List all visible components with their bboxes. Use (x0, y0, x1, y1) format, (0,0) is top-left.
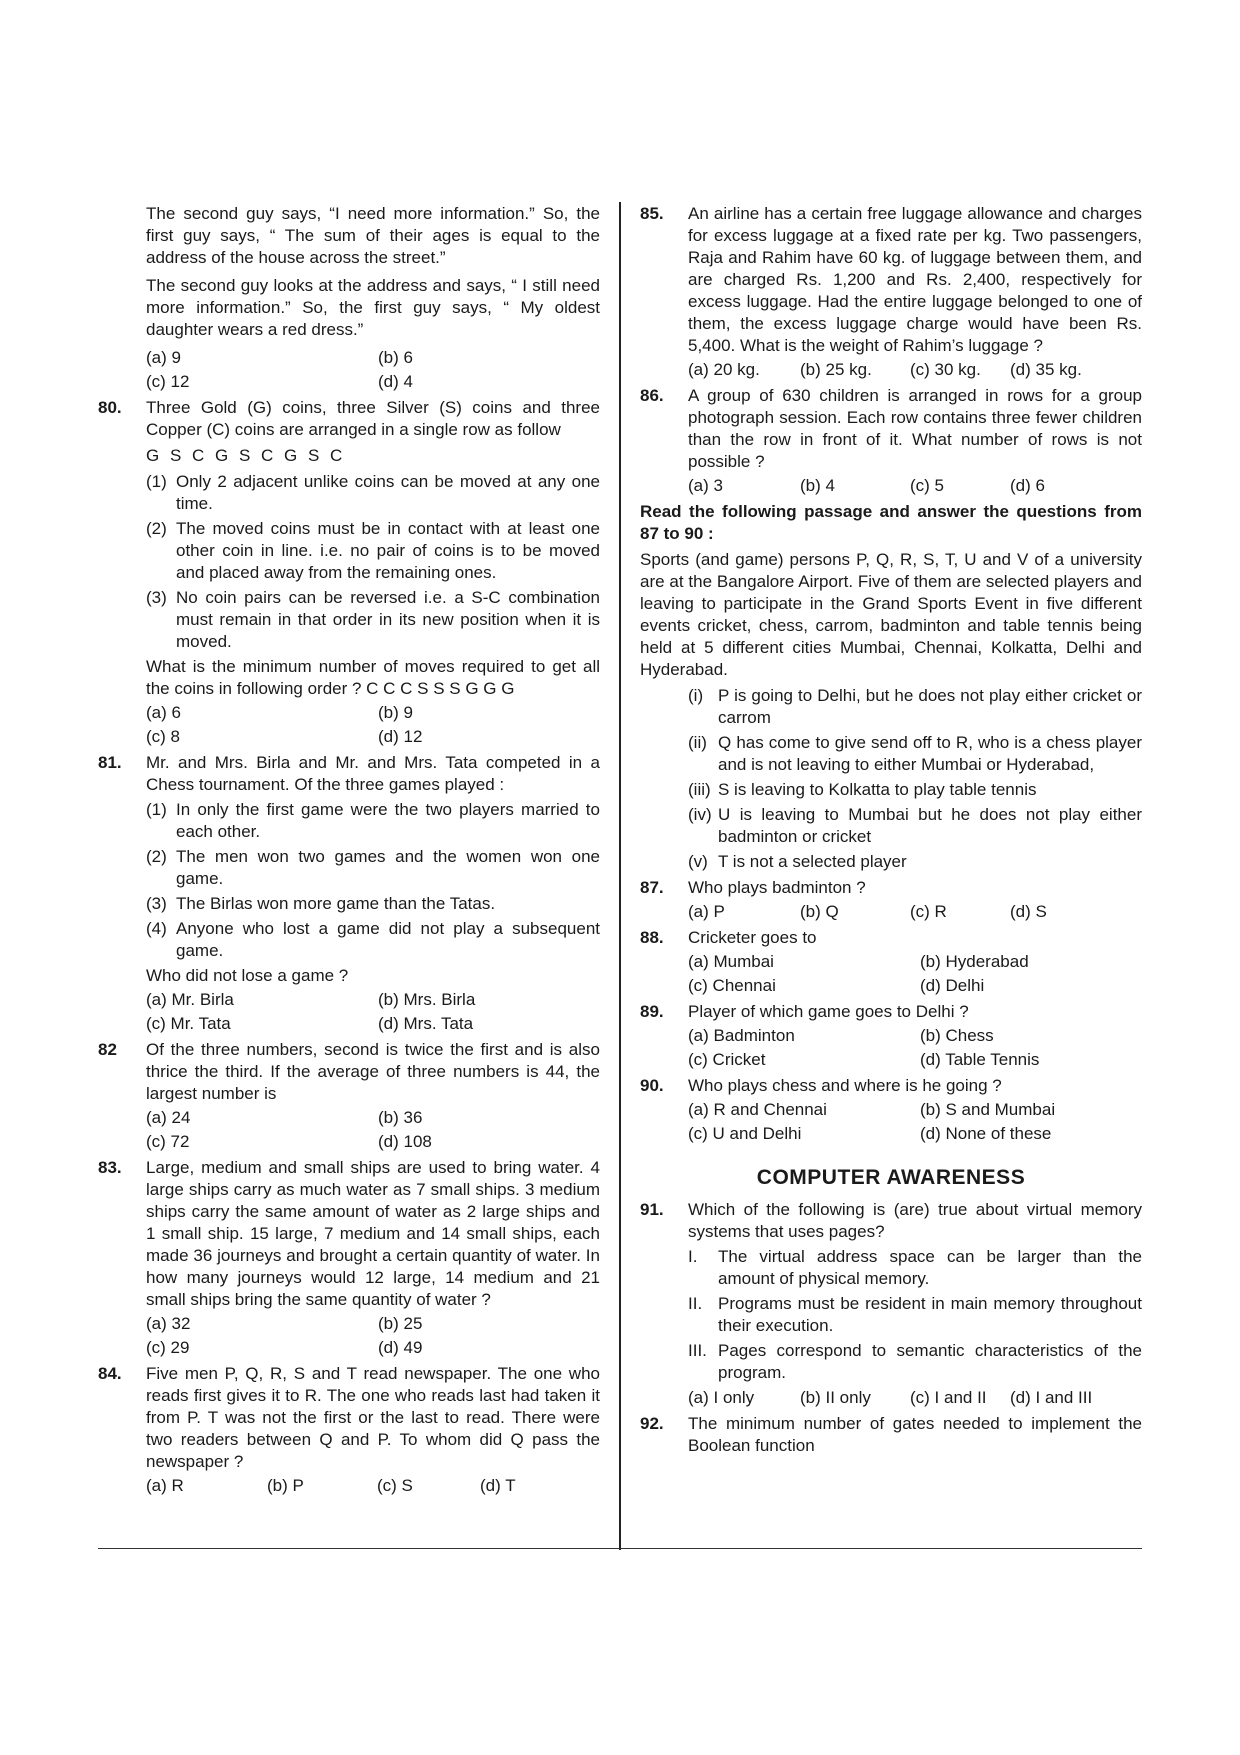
option: (b) Chess (920, 1026, 994, 1045)
left-column (98, 203, 600, 1501)
option: (c) S (377, 1476, 413, 1495)
question-text: The minimum number of gates needed to implement the Boolean function (688, 1414, 1142, 1455)
option: (c) R (910, 902, 947, 921)
clue-label: (v) (688, 852, 708, 871)
option: (d) 6 (1010, 476, 1045, 495)
question-82-options (146, 1107, 600, 1153)
question-90-options (688, 1099, 1142, 1145)
option: (a) Mumbai (688, 952, 774, 971)
question-text: Cricketer goes to (688, 928, 817, 947)
option: (b) Q (800, 902, 839, 921)
condition (146, 918, 600, 962)
clue (688, 732, 1142, 776)
question-91 (640, 1199, 1142, 1409)
option: (c) U and Delhi (688, 1124, 802, 1143)
option: (c) Cricket (688, 1050, 766, 1069)
question-83-options (146, 1313, 600, 1359)
question-number: 86. (640, 386, 664, 405)
passage-heading: Read the following passage and answer the questions from 87 to 90 : (640, 502, 1142, 543)
option: (c) Mr. Tata (146, 1014, 231, 1033)
condition (146, 471, 600, 515)
condition-text: The Birlas won more game than the Tatas. (176, 894, 496, 913)
condition-text: In only the first game were the two players married to each other. (176, 800, 600, 841)
option: (a) 20 kg. (688, 360, 760, 379)
question-number: 88. (640, 928, 664, 947)
question-number: 83. (98, 1158, 122, 1177)
option: (b) 25 kg. (800, 360, 872, 379)
question-90 (640, 1075, 1142, 1145)
statement-label: II. (688, 1294, 703, 1313)
question-text: A group of 630 children is arranged in rows for a group photograph session. Each row contains three fewer children than the row in front of it. What number of rows is not possible ? (688, 386, 1142, 471)
question-85 (640, 203, 1142, 381)
condition-label: (1) (146, 472, 167, 491)
option: (a) 3 (688, 476, 723, 495)
option: (b) S and Mumbai (920, 1100, 1056, 1119)
option: (a) I only (688, 1388, 755, 1407)
option: (d) 4 (378, 372, 413, 391)
clue (688, 685, 1142, 729)
clue-text: P is going to Delhi, but he does not play either cricket or carrom (718, 686, 1142, 727)
question-79-paragraph-2: The second guy looks at the address and says, “ I still need more information.” So, the first guy says, “ My oldest daughter wears a red dress.” (146, 276, 600, 339)
option: (d) T (480, 1476, 516, 1495)
statement-text: Pages correspond to semantic characteristics of the program. (718, 1341, 1142, 1382)
statement (688, 1293, 1142, 1337)
question-text: Who plays chess and where is he going ? (688, 1076, 1002, 1095)
question-91-options (688, 1387, 1142, 1409)
question-text: Three Gold (G) coins, three Silver (S) coins and three Copper (C) coins are arranged in a single row as follow (146, 398, 600, 439)
option: (d) I and III (1010, 1388, 1093, 1407)
statement-text: Programs must be resident in main memory throughout their execution. (718, 1294, 1142, 1335)
option: (d) S (1010, 902, 1047, 921)
question-79-options (146, 347, 600, 393)
option: (a) Badminton (688, 1026, 795, 1045)
question-prompt: Who did not lose a game ? (146, 966, 349, 985)
clue-text: S is leaving to Kolkatta to play table tennis (718, 780, 1037, 799)
question-87 (640, 877, 1142, 923)
option: (b) II only (800, 1388, 871, 1407)
question-86-options (688, 475, 1142, 497)
question-text: Of the three numbers, second is twice the first and is also thrice the third. If the average of three numbers is 44, the largest number is (146, 1040, 600, 1103)
condition-text: No coin pairs can be reversed i.e. a S-C combination must remain in that order in its new position when it is moved. (176, 588, 600, 651)
question-84 (98, 1363, 600, 1497)
question-number: 85. (640, 204, 664, 223)
option: (d) None of these (920, 1124, 1052, 1143)
option: (a) 6 (146, 703, 181, 722)
question-text: Mr. and Mrs. Birla and Mr. and Mrs. Tata competed in a Chess tournament. Of the three games played : (146, 753, 600, 794)
condition-text: The moved coins must be in contact with at least one other coin in line. i.e. no pair of coins is to be moved and placed away from the remaining ones. (176, 519, 600, 582)
option: (b) 25 (378, 1314, 423, 1333)
question-80 (98, 397, 600, 748)
bottom-rule (98, 1548, 1142, 1549)
option: (c) 29 (146, 1338, 190, 1357)
condition-text: Anyone who lost a game did not play a subsequent game. (176, 919, 600, 960)
question-text: Which of the following is (are) true about virtual memory systems that uses pages? (688, 1200, 1142, 1241)
question-number: 80. (98, 398, 122, 417)
question-text: Player of which game goes to Delhi ? (688, 1002, 969, 1021)
option: (a) 9 (146, 348, 181, 367)
option: (c) 12 (146, 372, 190, 391)
option: (a) P (688, 902, 725, 921)
question-89 (640, 1001, 1142, 1071)
condition-label: (2) (146, 847, 167, 866)
question-88 (640, 927, 1142, 997)
question-81 (98, 752, 600, 1035)
clue-label: (ii) (688, 733, 707, 752)
question-80-options (146, 702, 600, 748)
option: (c) 8 (146, 727, 180, 746)
option: (a) 32 (146, 1314, 191, 1333)
question-number: 89. (640, 1002, 664, 1021)
option: (c) Chennai (688, 976, 776, 995)
section-title: COMPUTER AWARENESS (756, 1166, 1026, 1189)
option: (d) Delhi (920, 976, 985, 995)
question-84-options (146, 1475, 600, 1497)
clue (688, 779, 1142, 801)
question-83 (98, 1157, 600, 1359)
option: (b) 9 (378, 703, 413, 722)
passage-clues (640, 685, 1142, 873)
question-number: 84. (98, 1364, 122, 1383)
condition-text: The men won two games and the women won one game. (176, 847, 600, 888)
condition (146, 587, 600, 653)
question-text: Who plays badminton ? (688, 878, 866, 897)
option: (b) Hyderabad (920, 952, 1029, 971)
clue-text: Q has come to give send off to R, who is a chess player and is not leaving to either Mumbai or Hyderabad, (718, 733, 1142, 774)
question-text: Five men P, Q, R, S and T read newspaper. The one who reads first gives it to R. The one who reads last had taken it from P. T was not the first or the last to read. There were two readers between Q and P. To whom did Q pass the newspaper ? (146, 1364, 600, 1471)
option: (d) 12 (378, 727, 423, 746)
question-number: 92. (640, 1414, 664, 1433)
question-79-paragraph-1: The second guy says, “I need more information.” So, the first guy says, “ The sum of their ages is equal to the address of the house across the street.” (146, 204, 600, 267)
question-88-options (688, 951, 1142, 997)
question-number: 91. (640, 1200, 664, 1219)
condition-label: (2) (146, 519, 167, 538)
column-divider (619, 202, 621, 1550)
passage-text: Sports (and game) persons P, Q, R, S, T, U and V of a university are at the Bangalore Airport. Five of them are selected players and leaving to participate in the Grand Sports Event in five different events cricket, chess, carrom, badminton and table tennis being held at 5 different cities Mumbai, Chennai, Kolkatta, Delhi and Hyderabad. (640, 550, 1142, 679)
question-87-options (688, 901, 1142, 923)
option: (a) Mr. Birla (146, 990, 234, 1009)
question-82 (98, 1039, 600, 1153)
question-92 (640, 1413, 1142, 1457)
question-79-continued (98, 203, 600, 393)
clue (688, 804, 1142, 848)
clue-text: T is not a selected player (718, 852, 907, 871)
question-number: 81. (98, 753, 122, 772)
condition (146, 799, 600, 843)
clue (688, 851, 1142, 873)
condition (146, 893, 600, 915)
option: (c) 30 kg. (910, 360, 981, 379)
condition (146, 846, 600, 890)
condition-label: (3) (146, 894, 167, 913)
question-number: 90. (640, 1076, 664, 1095)
option: (d) 49 (378, 1338, 423, 1357)
option: (d) Mrs. Tata (378, 1014, 474, 1033)
statement-label: III. (688, 1341, 707, 1360)
condition-label: (3) (146, 588, 167, 607)
question-text: Large, medium and small ships are used to bring water. 4 large ships carry as much water as 7 small ships. 3 medium ships carry the same amount of water as 2 large ships and 1 small ship. 15 large, 7 medium and 14 small ships, each made 36 journeys and brought a certain quantity of water. In how many journeys would 12 large, 14 medium and 21 small ships bring the same quantity of water ? (146, 1158, 600, 1309)
question-prompt: What is the minimum number of moves required to get all the coins in following order ? C C C S S S G G G (146, 657, 600, 698)
option: (d) 108 (378, 1132, 432, 1151)
option: (c) 5 (910, 476, 944, 495)
option: (a) R and Chennai (688, 1100, 827, 1119)
question-89-options (688, 1025, 1142, 1071)
statement (688, 1246, 1142, 1290)
option: (a) 24 (146, 1108, 191, 1127)
clue-text: U is leaving to Mumbai but he does not play either badminton or cricket (718, 805, 1142, 846)
option: (c) I and II (910, 1388, 987, 1407)
option: (a) R (146, 1476, 184, 1495)
statement-text: The virtual address space can be larger than the amount of physical memory. (718, 1247, 1142, 1288)
option: (c) 72 (146, 1132, 190, 1151)
option: (b) 4 (800, 476, 835, 495)
condition-text: Only 2 adjacent unlike coins can be moved at any one time. (176, 472, 600, 513)
condition (146, 518, 600, 584)
question-number: 82 (98, 1040, 117, 1059)
clue-label: (i) (688, 686, 704, 705)
question-number: 87. (640, 878, 664, 897)
option: (d) 35 kg. (1010, 360, 1082, 379)
right-column (640, 203, 1142, 1459)
option: (d) Table Tennis (920, 1050, 1040, 1069)
condition-label: (4) (146, 919, 167, 938)
question-text: An airline has a certain free luggage allowance and charges for excess luggage at a fixed rate per kg. Two passengers, Raja and Rahim have 60 kg. of luggage between them, and are charged Rs. 1,200 and Rs. 2,400, respectively for excess luggage. Had the entire luggage belonged to one of them, the excess luggage charge would have been Rs. 5,400. What is the weight of Rahim’s luggage ? (688, 204, 1142, 355)
option: (b) Mrs. Birla (378, 990, 476, 1009)
statement (688, 1340, 1142, 1384)
coin-sequence: G S C G S C G S C (146, 446, 346, 465)
clue-label: (iii) (688, 780, 711, 799)
statement-label: I. (688, 1247, 698, 1266)
option: (b) P (267, 1476, 304, 1495)
clue-label: (iv) (688, 805, 712, 824)
question-86 (640, 385, 1142, 497)
condition-label: (1) (146, 800, 167, 819)
question-81-options (146, 989, 600, 1035)
option: (b) 36 (378, 1108, 423, 1127)
question-85-options (688, 359, 1142, 381)
option: (b) 6 (378, 348, 413, 367)
